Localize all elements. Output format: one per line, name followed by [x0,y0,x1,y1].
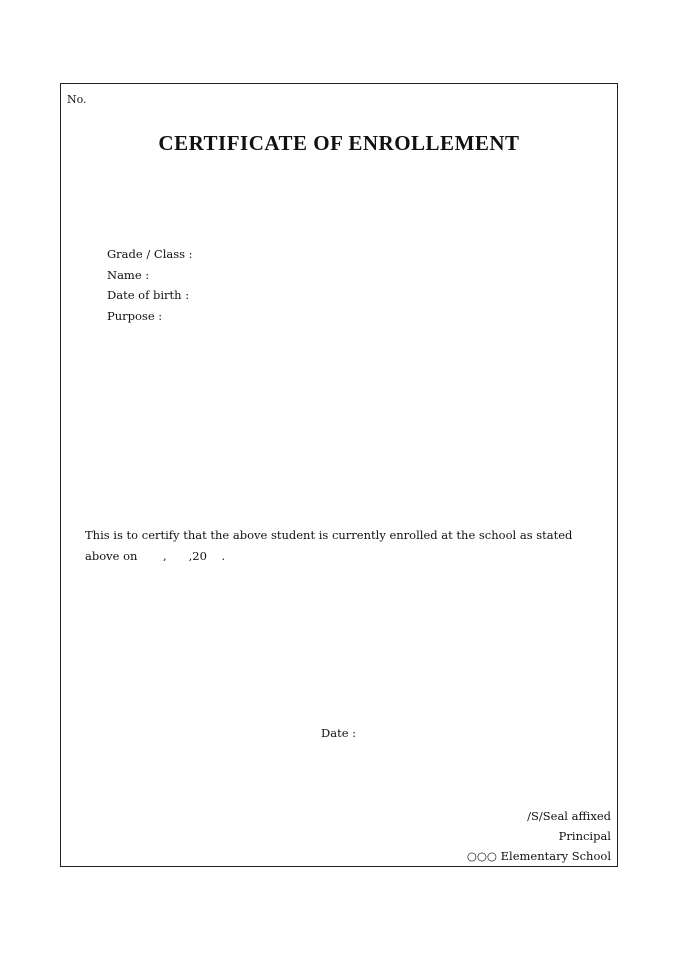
school-name: ○○○ Elementary School [466,849,611,863]
certification-statement [85,525,593,567]
statement-line-2: above on , ,20 . [85,549,226,563]
certificate-frame [60,83,618,867]
grade-class-field: Grade / Class : [107,247,193,261]
name-field: Name : [107,267,150,282]
document-number-label: No. [67,93,87,106]
issue-date-label: Date : [321,726,357,740]
student-fields [107,244,193,326]
certificate-title: CERTIFICATE OF ENROLLEMENT [158,131,520,155]
purpose-field: Purpose : [107,308,163,323]
seal-affixed-text: /S/Seal affixed [527,809,611,823]
principal-title: Principal [558,829,611,843]
signature-block [467,806,611,866]
date-of-birth-field: Date of birth : [107,288,190,302]
statement-line-1: This is to certify that the above student is currently enrolled at the school as stated [85,528,573,542]
